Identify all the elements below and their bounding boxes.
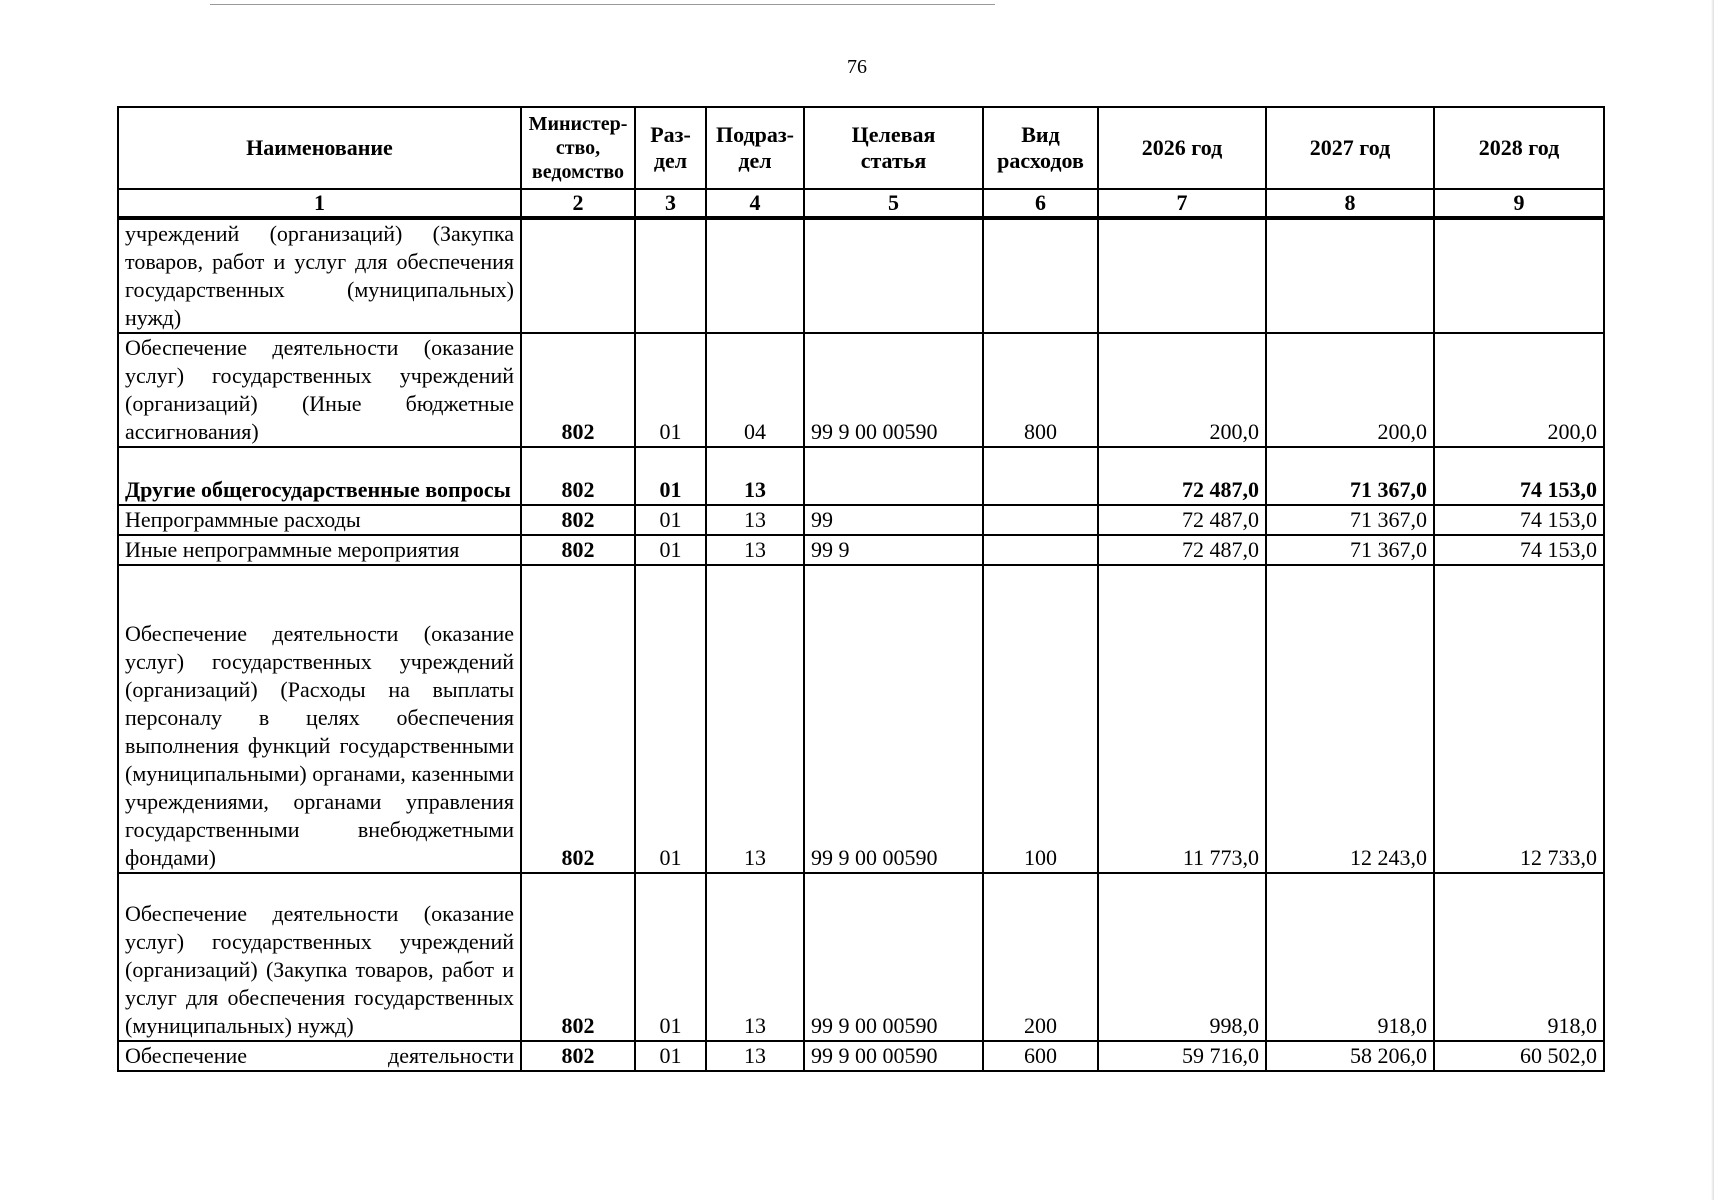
- row-subsection: 13: [706, 535, 804, 565]
- row-2028: 74 153,0: [1434, 535, 1604, 565]
- table-row: [118, 505, 1604, 535]
- column-number: 9: [1434, 189, 1604, 218]
- row-expense-type: [983, 218, 1098, 333]
- row-expense-type: 100: [983, 565, 1098, 873]
- column-number-row: [118, 189, 1604, 218]
- row-name: Обеспечение деятельности (оказание услуг) государственных учреждений (организаций) (Иные бюджетные ассигнования): [118, 333, 521, 447]
- header-2028: 2028 год: [1434, 107, 1604, 189]
- table-row: [118, 218, 1604, 333]
- table-row: [118, 1041, 1604, 1071]
- header-section: Раз-дел: [635, 107, 706, 189]
- column-number: 5: [804, 189, 983, 218]
- header-target: Целевая статья: [804, 107, 983, 189]
- row-target: [804, 218, 983, 333]
- header-ministry: Министер-ство, ведомство: [521, 107, 635, 189]
- row-2028: 74 153,0: [1434, 447, 1604, 505]
- row-target: 99 9 00 00590: [804, 565, 983, 873]
- row-section: 01: [635, 505, 706, 535]
- row-expense-type: 600: [983, 1041, 1098, 1071]
- column-number: 8: [1266, 189, 1434, 218]
- row-ministry: 802: [521, 565, 635, 873]
- column-number: 1: [118, 189, 521, 218]
- row-expense-type: [983, 535, 1098, 565]
- row-name: учреждений (организаций) (Закупка товаров, работ и услуг для обеспечения государственных (муниципальных) нужд): [118, 218, 521, 333]
- row-2027: 58 206,0: [1266, 1041, 1434, 1071]
- row-expense-type: 800: [983, 333, 1098, 447]
- row-ministry: 802: [521, 1041, 635, 1071]
- row-2028: [1434, 218, 1604, 333]
- header-2027: 2027 год: [1266, 107, 1434, 189]
- row-2028: 74 153,0: [1434, 505, 1604, 535]
- header-subsection: Подраз-дел: [706, 107, 804, 189]
- header-name: Наименование: [118, 107, 521, 189]
- row-2027: 12 243,0: [1266, 565, 1434, 873]
- column-number: 2: [521, 189, 635, 218]
- header-expense-type: Вид расходов: [983, 107, 1098, 189]
- row-name: Обеспечение деятельности (оказание услуг) государственных учреждений (организаций) (Закупка товаров, работ и услуг для обеспечения государственных (муниципальных) нужд): [118, 873, 521, 1041]
- row-subsection: 13: [706, 873, 804, 1041]
- row-name: Другие общегосударственные вопросы: [118, 447, 521, 505]
- row-expense-type: [983, 447, 1098, 505]
- header-2026: 2026 год: [1098, 107, 1266, 189]
- row-2026: 200,0: [1098, 333, 1266, 447]
- row-subsection: 13: [706, 505, 804, 535]
- row-ministry: 802: [521, 333, 635, 447]
- row-2028: 200,0: [1434, 333, 1604, 447]
- row-2026: 11 773,0: [1098, 565, 1266, 873]
- row-2026: 72 487,0: [1098, 447, 1266, 505]
- budget-table: [117, 106, 1605, 1072]
- row-target: [804, 447, 983, 505]
- row-subsection: 13: [706, 565, 804, 873]
- row-section: 01: [635, 1041, 706, 1071]
- row-2026: 998,0: [1098, 873, 1266, 1041]
- row-subsection: [706, 218, 804, 333]
- row-2027: 71 367,0: [1266, 535, 1434, 565]
- row-2026: [1098, 218, 1266, 333]
- row-section: 01: [635, 447, 706, 505]
- row-section: [635, 218, 706, 333]
- row-2028: 60 502,0: [1434, 1041, 1604, 1071]
- row-2027: 200,0: [1266, 333, 1434, 447]
- row-target: 99 9 00 00590: [804, 873, 983, 1041]
- row-2026: 72 487,0: [1098, 505, 1266, 535]
- row-name: Иные непрограммные мероприятия: [118, 535, 521, 565]
- table-row: [118, 333, 1604, 447]
- row-2027: 71 367,0: [1266, 447, 1434, 505]
- header-row: [118, 107, 1604, 189]
- row-2027: [1266, 218, 1434, 333]
- row-ministry: 802: [521, 447, 635, 505]
- scan-artifact-line: [210, 4, 995, 5]
- row-target: 99: [804, 505, 983, 535]
- row-2027: 918,0: [1266, 873, 1434, 1041]
- row-ministry: [521, 218, 635, 333]
- row-ministry: 802: [521, 505, 635, 535]
- table-row: [118, 565, 1604, 873]
- table-row: [118, 447, 1604, 505]
- table-row: [118, 873, 1604, 1041]
- row-expense-type: 200: [983, 873, 1098, 1041]
- row-2026: 72 487,0: [1098, 535, 1266, 565]
- row-2028: 918,0: [1434, 873, 1604, 1041]
- row-subsection: 13: [706, 447, 804, 505]
- row-2026: 59 716,0: [1098, 1041, 1266, 1071]
- row-name: Обеспечение деятельности: [118, 1041, 521, 1071]
- row-section: 01: [635, 565, 706, 873]
- column-number: 4: [706, 189, 804, 218]
- row-2028: 12 733,0: [1434, 565, 1604, 873]
- row-subsection: 13: [706, 1041, 804, 1071]
- column-number: 6: [983, 189, 1098, 218]
- row-target: 99 9 00 00590: [804, 1041, 983, 1071]
- column-number: 3: [635, 189, 706, 218]
- row-target: 99 9 00 00590: [804, 333, 983, 447]
- row-section: 01: [635, 873, 706, 1041]
- row-name: Непрограммные расходы: [118, 505, 521, 535]
- row-2027: 71 367,0: [1266, 505, 1434, 535]
- row-expense-type: [983, 505, 1098, 535]
- table-row: [118, 535, 1604, 565]
- page-number: 76: [847, 56, 867, 78]
- row-section: 01: [635, 535, 706, 565]
- row-subsection: 04: [706, 333, 804, 447]
- column-number: 7: [1098, 189, 1266, 218]
- row-target: 99 9: [804, 535, 983, 565]
- row-name: Обеспечение деятельности (оказание услуг) государственных учреждений (организаций) (Расходы на выплаты персоналу в целях обеспечения выполнения функций государственными (муниципальными) органами, казенными учреждениями, органами управления государственными внебюджетными фондами): [118, 565, 521, 873]
- row-ministry: 802: [521, 535, 635, 565]
- row-ministry: 802: [521, 873, 635, 1041]
- row-section: 01: [635, 333, 706, 447]
